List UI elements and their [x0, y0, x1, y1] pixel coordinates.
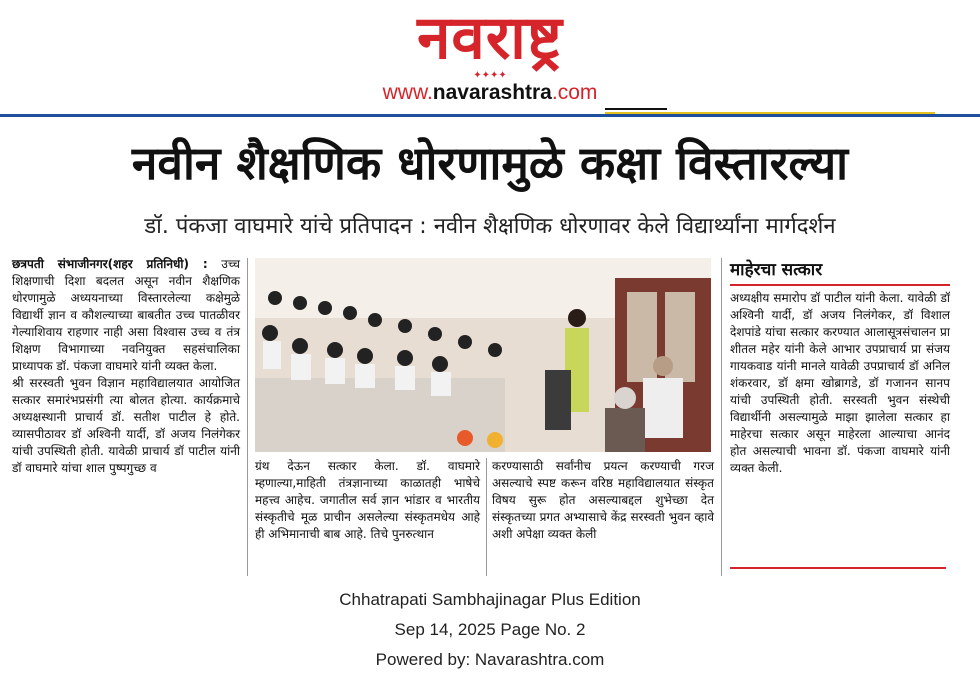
column-divider [721, 258, 722, 576]
footer-date-page: Sep 14, 2025 Page No. 2 [394, 620, 586, 639]
masthead-accent-rule [605, 108, 667, 110]
article-column-2: ग्रंथ देऊन सत्कार केला. डॉ. वाघमारे म्हणाल्या,माहिती तंत्रज्ञानाच्या काळातही भाषेचे महत्त्व आहेच. जगातील सर्व ज्ञान भांडार व भारतीय संस्कृतीचे मूळ प्राचीन असलेल्या संस्कृतमधेय आहे ही अभिमानाची बाब आहे. तिचे पुनरुत्थान [255, 459, 480, 541]
subheadline: डॉ. पंकजा वाघमारे यांचे प्रतिपादन : नवीन शैक्षणिक धोरणावर केले विद्यार्थ्यांना मार्गदर्शन [144, 214, 836, 239]
headline: नवीन शैक्षणिक धोरणामुळे कक्षा विस्तारल्या [131, 136, 849, 190]
newspaper-logo: नवराष्ट्र [417, 3, 563, 73]
event-photo [255, 258, 711, 452]
article-paragraph-1: उच्च शिक्षणाची दिशा बदलत असून नवीन शैक्षणिक धोरणामुळे अध्ययनाच्या विस्तारलेल्या कक्षेमुळे विद्यार्थी ज्ञान व कौशल्याच्या बाबतीत उच्च पातळीवर गेल्याशिवाय राहणार नाही असा विश्वास उच्च व तंत्र शिक्षण विभागाच्या नवनियुक्त सहसंचालिका प्राध्यापक डॉ. पंकजा वाघमारे यांनी व्यक्त केला. [12, 257, 240, 373]
article-column-3: करण्यासाठी सर्वांनीच प्रयत्न करण्याची गरज असल्याचे स्पष्ट करून वरिष्ठ महाविद्यालयात संस्कृत विषय सुरू होत असल्याबद्दल शुभेच्छा देत संस्कृतच्या प्रगत अभ्यासाचे केंद्र सरस्वती भुवन व्हावे अशी अपेक्षा व्यक्त केली [492, 459, 714, 541]
masthead [300, 0, 680, 108]
column-divider [247, 258, 248, 576]
url-suffix: .com [551, 81, 598, 104]
sidebox-rule [730, 567, 946, 569]
sidebox-title: माहेरचा सत्कार [730, 258, 950, 286]
masthead-divider [0, 114, 980, 117]
masthead-url[interactable] [300, 80, 680, 106]
logo-stars: ✦✦✦✦ [473, 70, 507, 81]
sidebox-text: अध्यक्षीय समारोप डॉ पाटील यांनी केला. यावेळी डॉ अश्विनी यार्दी, डॉ अजय निलंगेकर, डॉ विशाल देशपांडे यांचा सत्कार करण्यात आलासूत्रसंचालन प्रा शीतल महेर यांनी केले आभार उपप्राचार्य प्रा संजय गायकवाड यांनी मानले यावेळी उपप्राचार्य डॉ अनिल शंकरवार, डॉ क्षमा खोब्रागडे, डॉ गजानन सानप यांची उपस्थिती होती. सरस्वती भुवन संस्थेची विद्यार्थीनी असल्यामुळे माझा झालेला सत्कार हा माहेरचा सत्कार असून माहेरला आल्याचा आनंद होत असल्याची भावना डॉ. पंकजा वाघमारे यांनी व्यक्त केली. [730, 291, 950, 475]
footer-edition: Chhatrapati Sambhajinagar Plus Edition [339, 590, 641, 609]
url-name: navarashtra [432, 81, 552, 104]
url-prefix: www. [382, 81, 433, 104]
dateline: छत्रपती संभाजीनगर(शहर प्रतिनिधी) : [12, 257, 208, 271]
footer-powered-by[interactable]: Powered by: Navarashtra.com [375, 650, 605, 669]
article-paragraph-2: श्री सरस्वती भुवन विज्ञान महाविद्यालयात आयोजित सत्कार समारंभप्रसंगी त्या बोलत होत्या. कार्यक्रमाचे अध्यक्षस्थानी प्राचार्य डॉ. सतीश पाटील हे होते. व्यासपीठावर डॉ अश्विनी यार्दी, डॉ अजय निलंगेकर यांची उपस्थिती होती. यावेळी प्राचार्य डॉ पाटील यांनी डॉ वाघमारे यांचा शाल पुष्पगुच्छ व [12, 376, 240, 475]
column-divider [486, 458, 487, 576]
article-column-1 [12, 256, 240, 477]
